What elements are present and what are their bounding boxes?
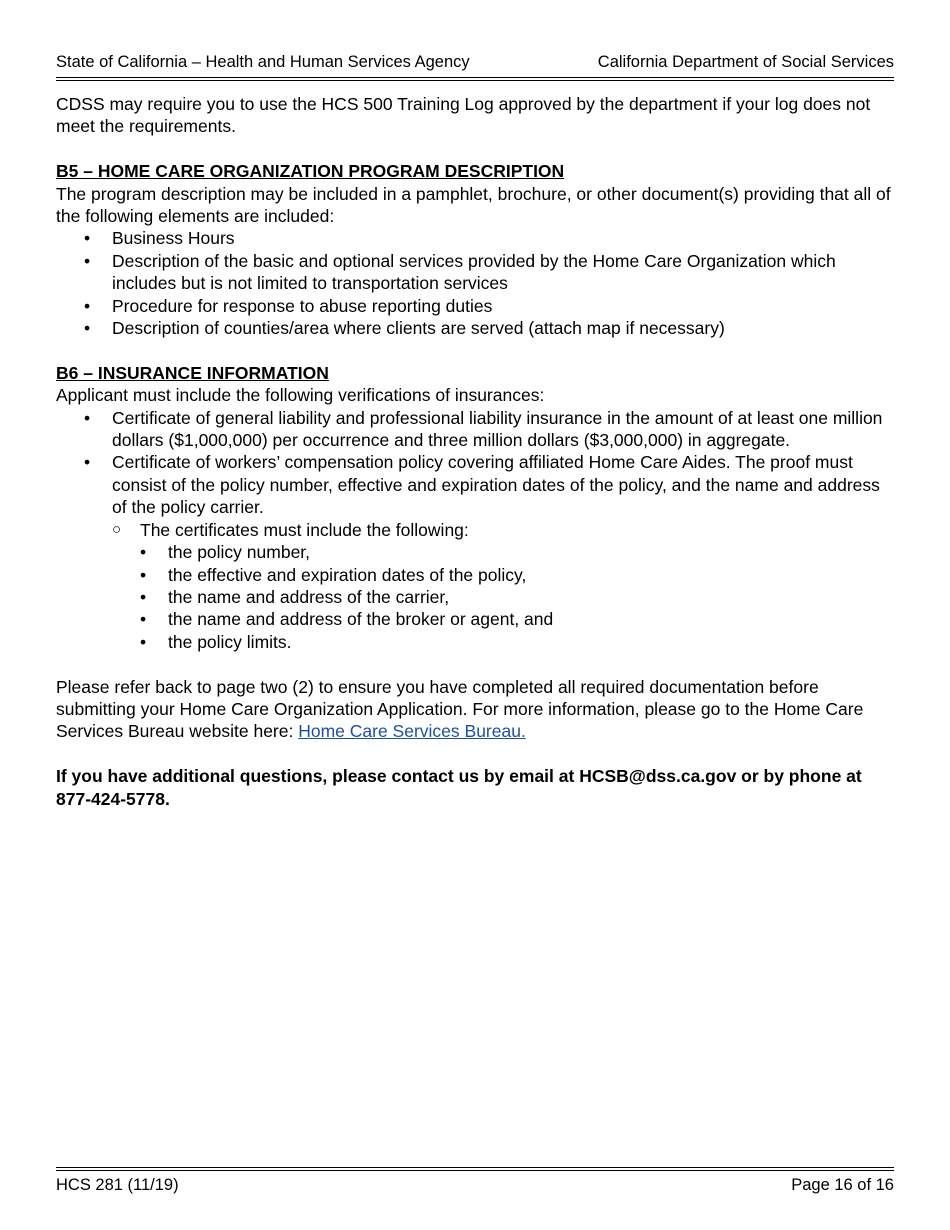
form-number: HCS 281 (11/19) (56, 1176, 179, 1194)
list-item: • Certificate of workers’ compensation policy covering affiliated Home Care Aides. The proof must consist of the policy number, effective and expiration dates of the policy, and the name and address of the policy carrier. ○ The certificates must include the following: • the policy number, • the effective and expiration dates of the policy, • the name and address of the carrier, • the name and address of the broker or agent, and • the policy limits. (56, 451, 894, 653)
footer-rule-top (56, 1167, 894, 1168)
list-item: • Certificate of general liability and professional liability insurance in the amount of at least one million dollars ($1,000,000) per occurrence and three million dollars ($3,000,000) in aggregate. (84, 407, 883, 451)
bullet-icon: • (140, 609, 147, 630)
list-item: ○ The certificates must include the following: • the policy number, • the effective and expiration dates of the policy, • the name and address of the carrier, • the name and address of the broker or agent, and • the policy limits. (112, 519, 894, 653)
b6-sublist (112, 519, 894, 653)
bullet-icon: • (84, 295, 91, 316)
header-rule-bottom (56, 80, 894, 81)
header-rule-top (56, 77, 894, 78)
b6-text: Applicant must include the following verifications of insurances: (56, 385, 545, 406)
footer-rule-bottom (56, 1170, 894, 1171)
list-item: • the name and address of the carrier, (140, 586, 450, 607)
intro-paragraph: CDSS may require you to use the HCS 500 Training Log approved by the department if your log does not meet the requirements. (56, 94, 871, 137)
b6-heading: B6 – INSURANCE INFORMATION (56, 362, 329, 383)
page-footer (56, 1174, 894, 1196)
hcsb-website-link[interactable]: Home Care Services Bureau. (298, 721, 526, 742)
b6-subsublist (140, 541, 894, 653)
page-body (56, 93, 894, 810)
header-agency: State of California – Health and Human Services Agency (56, 53, 470, 71)
list-item: • Description of the basic and optional services provided by the Home Care Organization which includes but is not limited to transportation services (84, 250, 836, 294)
list-item: • Description of counties/area where clients are served (attach map if necessary) (84, 318, 725, 339)
b6-list (56, 407, 894, 653)
page-header (56, 51, 894, 73)
list-item: • the name and address of the broker or agent, and (140, 609, 554, 630)
bullet-icon: • (84, 318, 91, 339)
bullet-icon: • (84, 407, 91, 428)
bullet-icon: • (140, 542, 147, 563)
list-item: • Procedure for response to abuse reporting duties (84, 295, 493, 316)
bullet-icon: • (140, 631, 147, 652)
header-department: California Department of Social Services (597, 53, 894, 71)
list-item: • the policy number, (140, 542, 311, 563)
page-number: Page 16 of 16 (791, 1176, 894, 1194)
bullet-icon: • (140, 564, 147, 585)
b5-list (56, 227, 894, 339)
bullet-icon: • (84, 452, 91, 473)
list-item: • the effective and expiration dates of the policy, (140, 564, 527, 585)
circle-bullet-icon: ○ (112, 520, 122, 538)
list-item: • Business Hours (84, 228, 235, 249)
b5-heading: B5 – HOME CARE ORGANIZATION PROGRAM DESCRIPTION (56, 161, 565, 182)
b5-text: The program description may be included in a pamphlet, brochure, or other document(s) providing that all of the following elements are included: (56, 183, 891, 227)
bullet-icon: • (84, 228, 91, 249)
bullet-icon: • (84, 250, 91, 271)
list-item: • the policy limits. (140, 631, 292, 652)
contact-paragraph: If you have additional questions, please contact us by email at HCSB@dss.ca.gov or by phone at 877-424-5778. (56, 766, 862, 809)
bullet-icon: • (140, 586, 147, 607)
refer-paragraph: Please refer back to page two (2) to ensure you have completed all required documentation before submitting your Home Care Organization Application. For more information, please go to the Home Care Services Bureau website here: Home Care Services Bureau. (56, 676, 864, 742)
